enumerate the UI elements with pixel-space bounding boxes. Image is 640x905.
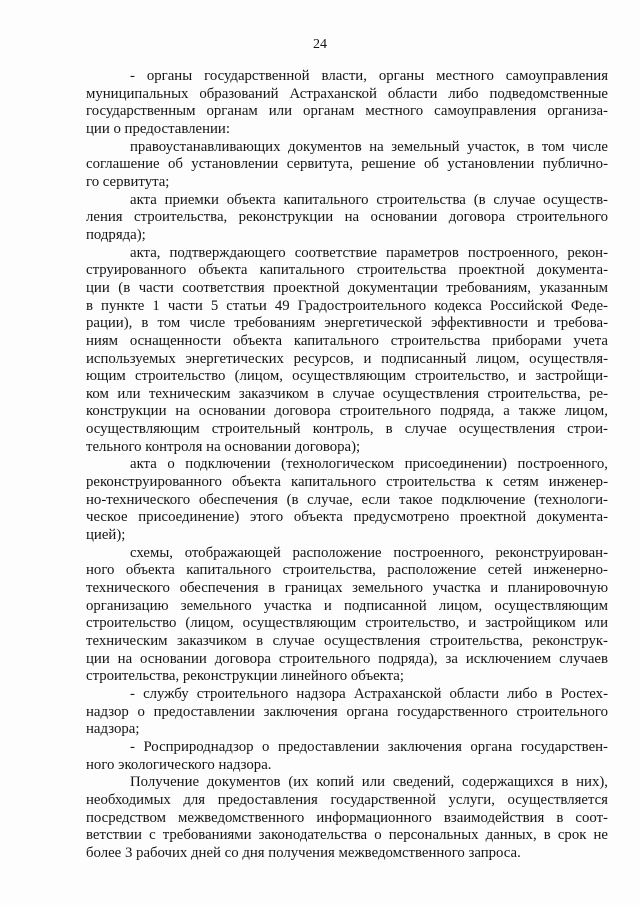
text-line: ции на основании договора строительного подряда), за исключением случаев bbox=[86, 650, 608, 667]
text-line: организацию земельного участка и подписанной лицом, осуществляющим bbox=[86, 597, 608, 614]
text-line: надзора; bbox=[86, 721, 140, 738]
text-line: акта, подтверждающего соответствие параметров построенного, рекон- bbox=[130, 244, 608, 261]
text-line: ющим строительство (лицом, осуществляющим строительство, и застройщи- bbox=[86, 368, 608, 385]
text-line: строительство (лицом, осуществляющим строительство, и застройщиком или bbox=[86, 615, 608, 632]
text-line: схемы, отображающей расположение построенного, реконструирован- bbox=[130, 544, 608, 561]
text-line: техническим заказчиком в случае осуществления строительства, реконструк- bbox=[86, 633, 608, 649]
page-number: 24 bbox=[313, 37, 327, 52]
text-line: посредством межведомственного информационного взаимодействия в соот- bbox=[86, 809, 608, 826]
text-line: ческое присоединение) этого объекта предусмотрено проектной документа- bbox=[86, 509, 608, 526]
text-line: ного объекта капитального строительства, расположение сетей инженерно- bbox=[86, 562, 608, 579]
text-line: необходимых для предоставления государственной услуги, осуществляется bbox=[86, 791, 608, 808]
text-line: надзор о предоставлении заключения органа государственного строительного bbox=[86, 703, 608, 720]
text-line: государственным органам или органам местного самоуправления организа- bbox=[86, 103, 608, 120]
text-line: более 3 рабочих дней со дня получения межведомственного запроса. bbox=[86, 844, 521, 861]
text-line: подряда); bbox=[86, 226, 146, 243]
text-line: но-технического обеспечения (в случае, если такое подключение (технологи- bbox=[86, 491, 608, 508]
document-body bbox=[86, 68, 608, 863]
text-line: - службу строительного надзора Астраханской области либо в Ростех- bbox=[130, 685, 608, 702]
text-line: в пункте 1 части 5 статьи 49 Градостроительного кодекса Российской Феде- bbox=[86, 297, 608, 314]
text-line: ления строительства, реконструкции на основании договора строительного bbox=[86, 209, 608, 226]
text-line: ции (в части соответствия проектной документации требованиям, указанным bbox=[86, 279, 608, 296]
text-line: муниципальных образований Астраханской области либо подведомственные bbox=[86, 85, 608, 102]
text-line: строительства, реконструкции линейного объекта; bbox=[86, 668, 404, 685]
text-line: ниям оснащенности объекта капитального строительства приборами учета bbox=[86, 332, 608, 349]
text-line: технического обеспечения в границах земельного участка и планировочную bbox=[86, 580, 608, 597]
text-line: - Росприроднадзор о предоставлении заключения органа государствен- bbox=[130, 738, 608, 755]
text-line: конструкции на основании договора строительного подряда, а также лицом, bbox=[86, 403, 608, 420]
text-line: цией); bbox=[86, 527, 126, 544]
text-line: правоустанавливающих документов на земельный участок, в том числе bbox=[130, 138, 608, 155]
text-line: Получение документов (их копий или сведений, содержащихся в них), bbox=[130, 774, 608, 791]
text-line: го сервитута; bbox=[86, 173, 170, 190]
text-line: - органы государственной власти, органы местного самоуправления bbox=[130, 68, 608, 84]
text-line: акта приемки объекта капитального строительства (в случае осуществ- bbox=[130, 191, 608, 208]
text-line: тельного контроля на основании договора); bbox=[86, 438, 361, 455]
text-line: соглашение об установлении сервитута, решение об установлении публично- bbox=[86, 156, 608, 173]
text-line: рации), в том числе требованиям энергетической эффективности и требова- bbox=[86, 315, 608, 332]
text-line: ком или техническим заказчиком в случае осуществления строительства, ре- bbox=[86, 385, 608, 402]
text-line: ного экологического надзора. bbox=[86, 756, 272, 773]
text-line: ции о предоставлении: bbox=[86, 120, 230, 137]
text-line: реконструированного объекта капитального строительства к сетям инженер- bbox=[86, 474, 608, 491]
text-line: ветствии с требованиями законодательства о персональных данных, в срок не bbox=[86, 827, 608, 844]
text-line: акта о подключении (технологическом присоединении) построенного, bbox=[130, 456, 608, 473]
text-line: используемых энергетических ресурсов, и подписанный лицом, осуществля- bbox=[86, 350, 608, 367]
text-line: осуществляющим строительный контроль, в случае осуществления строи- bbox=[86, 421, 608, 438]
text-line: струированного объекта капитального строительства проектной документа- bbox=[86, 262, 608, 279]
